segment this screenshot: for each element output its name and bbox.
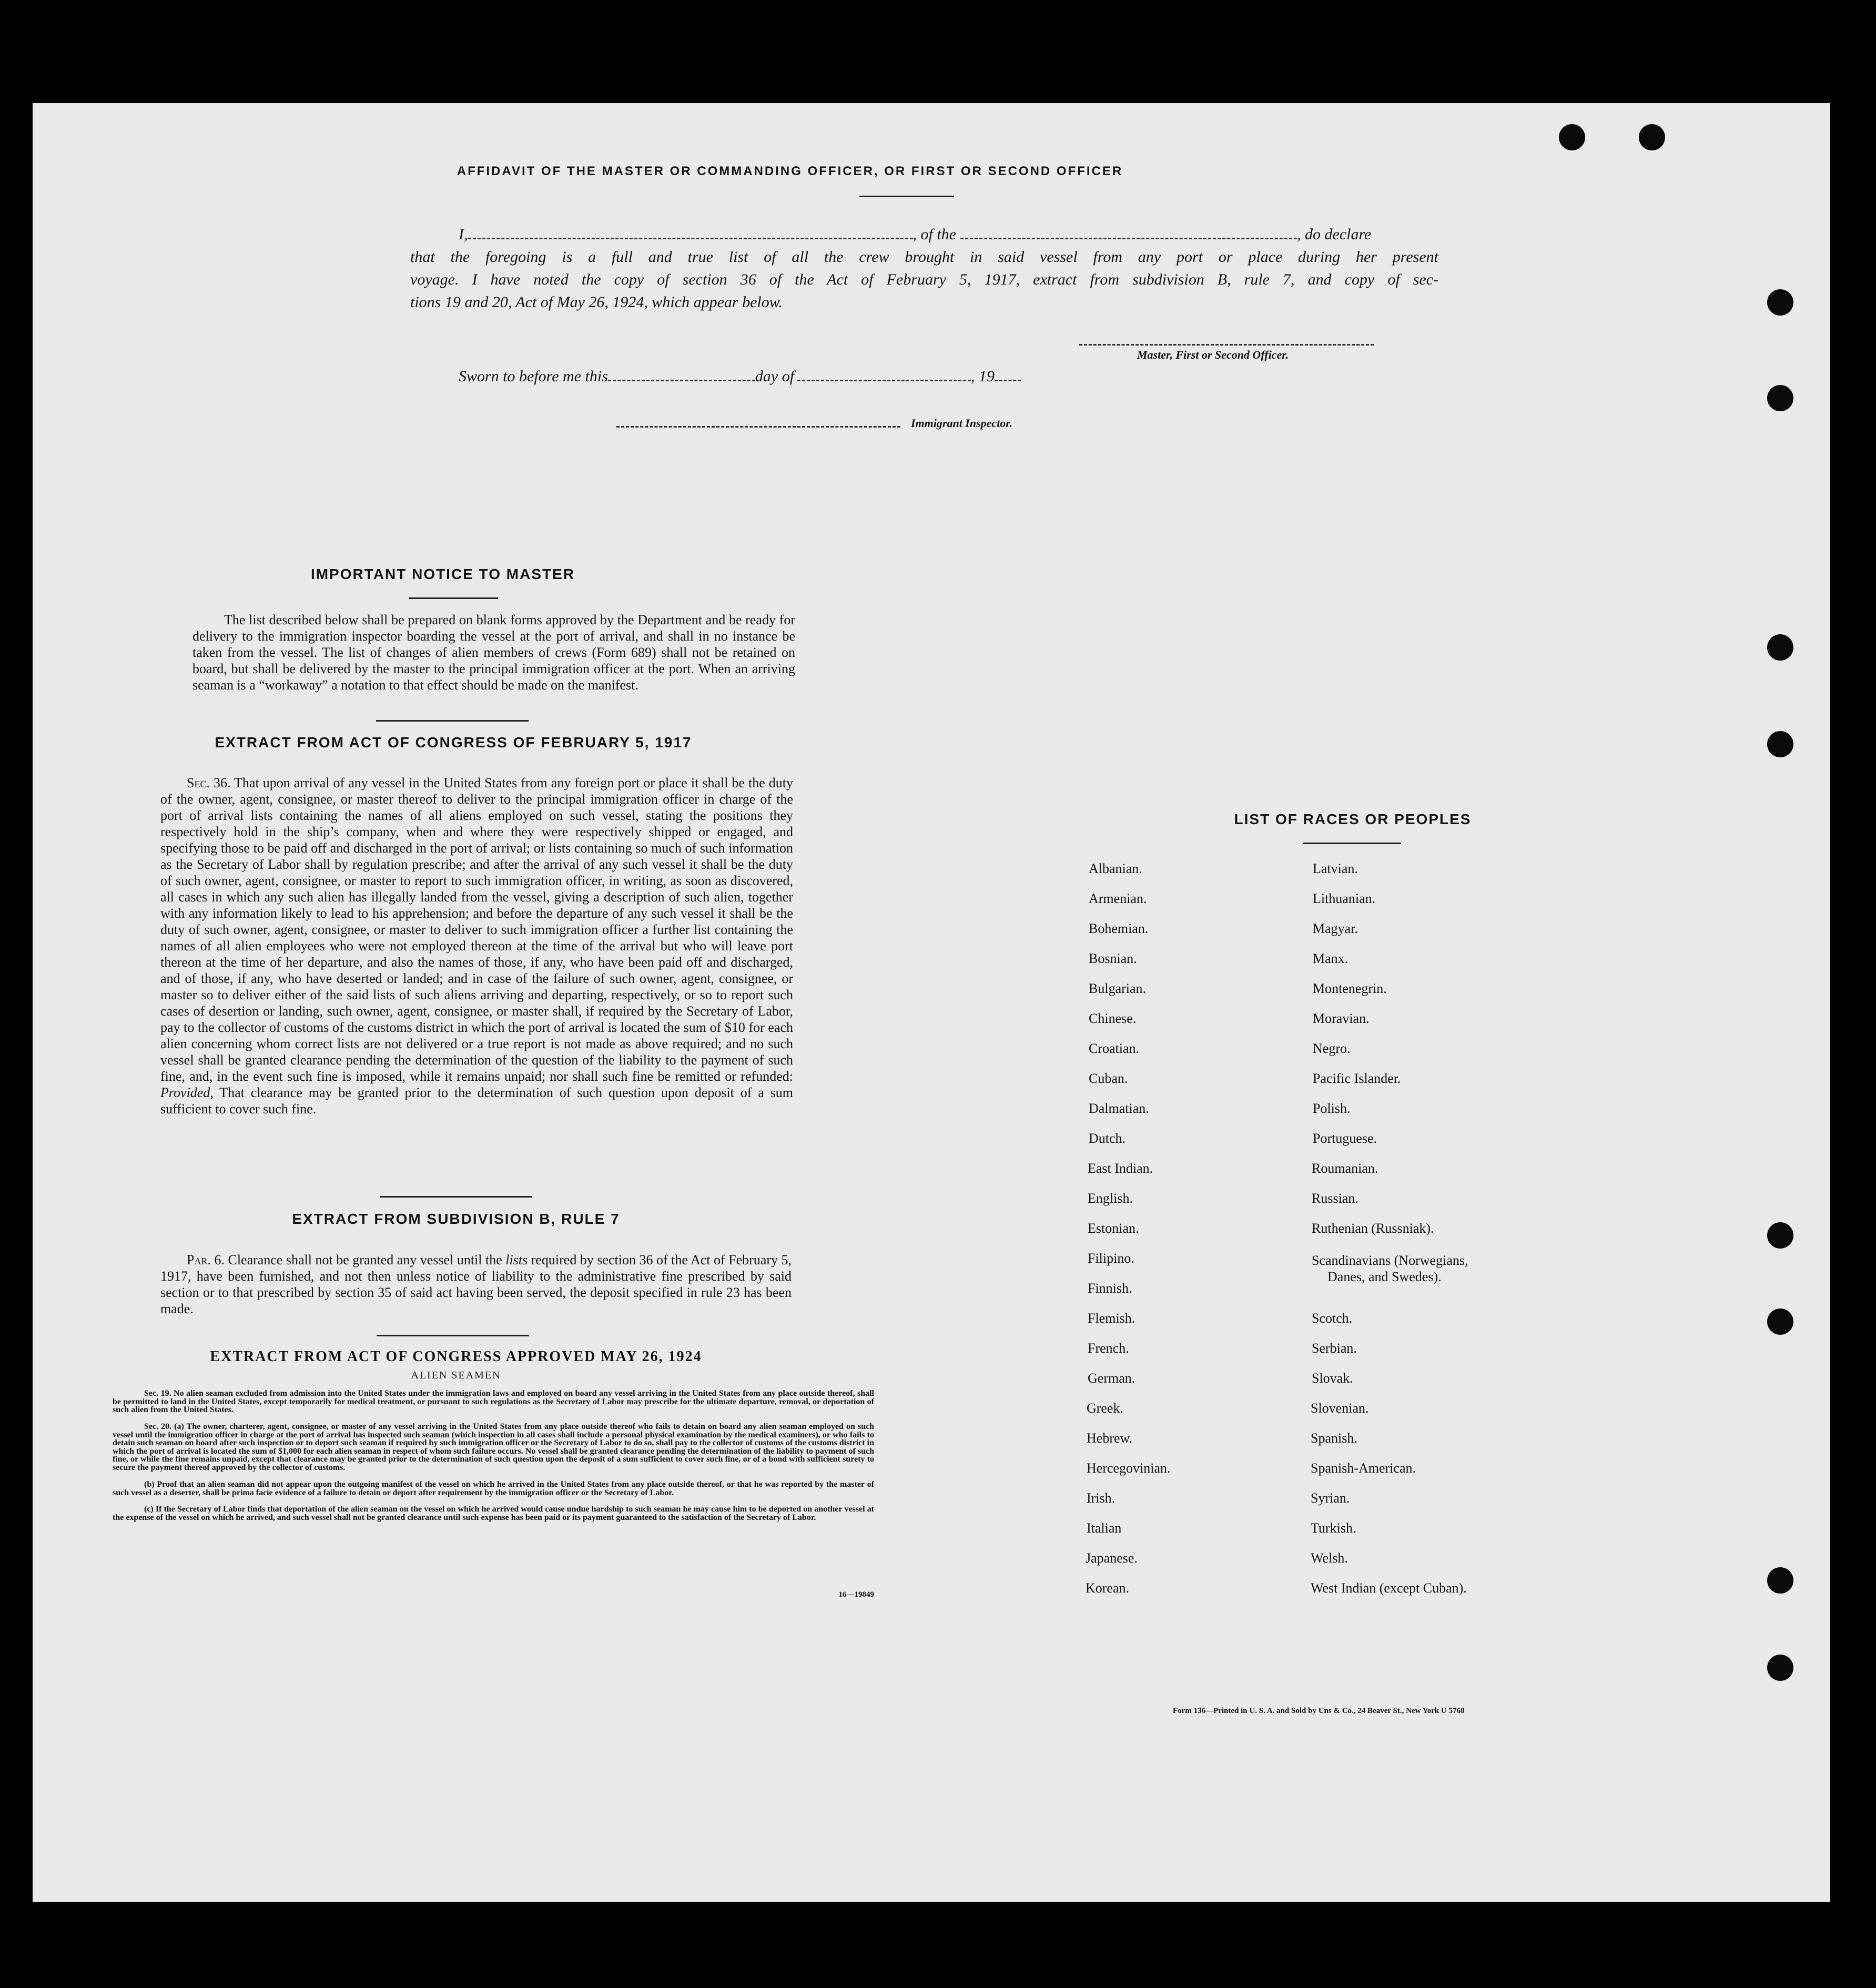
divider	[1303, 843, 1401, 844]
punch-hole	[1767, 1655, 1793, 1681]
extract-1924-title: EXTRACT FROM ACT OF CONGRESS APPROVED MAY 26, 1924	[210, 1348, 702, 1365]
extract-rule7-body	[160, 1252, 792, 1317]
race-item: Slovenian.	[1311, 1401, 1369, 1416]
divider	[380, 1196, 532, 1198]
inspector-line[interactable]	[616, 426, 900, 428]
races-title: LIST OF RACES OR PEOPLES	[1234, 811, 1472, 827]
day-of: day of	[755, 368, 795, 385]
punch-hole	[1559, 124, 1585, 150]
extract-1917-title: EXTRACT FROM ACT OF CONGRESS OF FEBRUARY 5, 1917	[215, 734, 692, 750]
race-item: French.	[1088, 1341, 1129, 1356]
race-item: English.	[1088, 1191, 1133, 1206]
race-item: Estonian.	[1088, 1221, 1139, 1236]
extract-1924-subtitle: ALIEN SEAMEN	[411, 1370, 501, 1381]
affidavit-i: I,	[459, 226, 468, 243]
section-20c-text: (c) If the Secretary of Labor finds that deportation of the alien seaman on the vessel on which he arrived would cause undue hardship to such seaman he may cause him to be deported on another vessel at the expense of the vessel on which he arrived, and such vessel shall not be granted clearance until such expense has been paid or its payment guaranteed to the satisfaction of the Secretary of Labor.	[113, 1505, 874, 1522]
race-item: Pacific Islander.	[1313, 1071, 1401, 1086]
race-item: Korean.	[1086, 1580, 1130, 1596]
punch-hole	[1639, 124, 1665, 150]
section-label: Sec. 36.	[187, 775, 231, 790]
punch-hole	[1767, 385, 1793, 411]
punch-hole	[1767, 731, 1793, 757]
paragraph-label: Par. 6.	[187, 1252, 225, 1267]
race-item: Syrian.	[1311, 1490, 1350, 1506]
race-item: Dalmatian.	[1089, 1101, 1149, 1116]
race-item: Moravian.	[1313, 1011, 1370, 1026]
name-blank[interactable]	[468, 238, 913, 239]
day-blank[interactable]	[608, 380, 755, 381]
affidavit-of-the: , of the	[912, 226, 956, 243]
race-item: Portuguese.	[1313, 1131, 1377, 1146]
race-item: Croatian.	[1089, 1041, 1140, 1056]
divider	[377, 1335, 529, 1336]
race-item: Armenian.	[1089, 891, 1147, 906]
race-item: Lithuanian.	[1313, 891, 1376, 906]
signature-label: Master, First or Second Officer.	[1137, 348, 1289, 361]
race-item: Dutch.	[1089, 1131, 1126, 1146]
race-item: Greek.	[1087, 1401, 1124, 1416]
divider	[376, 720, 529, 722]
extract-rule7-title: EXTRACT FROM SUBDIVISION B, RULE 7	[292, 1211, 620, 1227]
sworn-text: Sworn to before me this	[459, 368, 608, 385]
year-prefix: , 19	[971, 368, 995, 385]
section-36-text-end: That clearance may be granted prior to the determination of such question upon deposit of a sum sufficient to cover such fine.	[160, 1085, 793, 1117]
race-item: Irish.	[1087, 1490, 1116, 1506]
race-item: Bulgarian.	[1089, 981, 1147, 996]
punch-hole	[1767, 289, 1793, 316]
race-item: Turkish.	[1311, 1520, 1356, 1536]
race-item: Polish.	[1313, 1101, 1351, 1116]
sworn-line	[459, 366, 1021, 387]
race-item: Magyar.	[1313, 921, 1358, 936]
vessel-blank[interactable]	[960, 238, 1297, 239]
month-blank[interactable]	[797, 380, 971, 381]
signature-line[interactable]	[1079, 344, 1374, 346]
race-item: Scotch.	[1312, 1311, 1353, 1326]
provided-word: Provided,	[160, 1085, 214, 1100]
punch-hole	[1767, 1309, 1793, 1335]
race-item: Roumanian.	[1312, 1161, 1378, 1176]
race-item: Hercegovinian.	[1087, 1460, 1171, 1476]
section-19-text: Sec. 19. No alien seaman excluded from admission into the United States under the immigration laws and employed on board any vessel arriving in the United States from any place outside thereof, shall be permitted to land in the United States, except temporarily for medical treatment, or pursuant to such regulations as the Secretary of Labor may prescribe for the ultimate departure, removal, or deportation of such alien from the United States.	[113, 1389, 874, 1415]
race-item: Cuban.	[1089, 1071, 1128, 1086]
punch-hole	[1767, 1567, 1793, 1594]
affidavit-title: AFFIDAVIT OF THE MASTER OR COMMANDING OFFICER, OR FIRST OR SECOND OFFICER	[457, 164, 1123, 178]
punch-hole	[1767, 634, 1793, 661]
race-item: Filipino.	[1088, 1251, 1134, 1266]
race-item: Spanish.	[1311, 1431, 1357, 1446]
divider	[859, 196, 954, 197]
race-item: Japanese.	[1086, 1550, 1138, 1566]
race-item: Danes, and Swedes).	[1327, 1269, 1442, 1284]
race-item: Bosnian.	[1089, 951, 1137, 966]
affidavit-line-4: tions 19 and 20, Act of May 26, 1924, which appear below.	[410, 293, 783, 311]
section-20a-text: Sec. 20. (a) The owner, charterer, agent, consignee, or master of any vessel arriving in the United States from any place outside thereof who fails to detain on board any alien seaman employed on such vessel until the immigration officer in charge at the port of arrival has inspected such seaman (which inspection in all cases shall include a personal physical examination by the medical examiners), or who fails to detain such seaman on board after such inspection or to deport such seaman if required by such immigration officer or the Secretary of Labor to do so, shall pay to the collector of customs of the customs district in which the port of arrival is located the sum of $1,000 for each alien seaman in respect of whom such failure occurs. No vessel shall be granted clearance pending the determination of the liability to payment of such fine, or while the fine remains unpaid, except that clearance may be granted prior to the determination of such question upon the deposit of a sum sufficient to cover such fine, or of a bond with sufficient surety to secure the payment thereof approved by the collector of customs.	[113, 1422, 874, 1472]
form-sheet	[33, 103, 1830, 1902]
printer-footer: Form 136—Printed in U. S. A. and Sold by Uns & Co., 24 Beaver St., New York U 5768	[1173, 1707, 1465, 1715]
notice-body: The list described below shall be prepared on blank forms approved by the Department and be ready for delivery to the immigration inspector boarding the vessel at the port of arrival, and shall in no instance be taken from the vessel. The list of changes of alien members of crews (Form 689) shall not be retained on board, but shall be delivered by the master to the principal immigration officer at the port. When an arriving seaman is a “workaway” a notation to that effect should be made on the manifest.	[192, 612, 795, 693]
race-item: East Indian.	[1088, 1161, 1153, 1176]
affidavit-declare: , do declare	[1297, 226, 1372, 243]
race-item: Flemish.	[1088, 1311, 1135, 1326]
section-36-text: That upon arrival of any vessel in the United States from any foreign port or place it shall be the duty of the owner, agent, consignee, or master thereof to deliver to the principal immigration officer in charge of the port of arrival lists containing the names of all aliens employed on such vessel, stating the positions they respectively hold in the ship’s company, when and where they were respectively shipped or engaged, and specifying those to be paid off and discharged in the port of arrival; or lists containing so much of such information as the Secretary of Labor shall by regulation prescribe; and after the arrival of any such vessel it shall be the duty of such owner, agent, consignee, or master to report to such immigration officer, in writing, as soon as discovered, all cases in which any such alien has illegally landed from the vessel, giving a description of such alien, together with any information likely to lead to his apprehension; and before the departure of any such vessel it shall be the duty of such owner, agent, consignee, or master to deliver to such immigration officer a further list containing the names of all alien employees who were not employed thereon at the time of the arrival but who will leave port thereon at the time of her departure, and also the names of those, if any, who have been paid off and discharged, and of those, if any, who have deserted or landed; and in case of the failure of such owner, agent, consignee, or master so to deliver either of the said lists of such aliens arriving and departing, respectively, or so to report such cases of desertion or landing, such owner, agent, consignee, or master shall, if required by the Secretary of Labor, pay to the collector of customs of the customs district in which the port of arrival is located the sum of $10 for each alien concerning whom correct lists are not delivered or a true report is not made as above required; and no such vessel shall be granted clearance pending the determination of the question of the liability to the payment of such fine, and, in the event such fine is imposed, while it remains unpaid; nor shall such fine be remitted or refunded:	[160, 775, 793, 1084]
race-item: Bohemian.	[1089, 921, 1149, 936]
affidavit-line-1	[459, 224, 1437, 245]
race-item: West Indian (except Cuban).	[1311, 1580, 1467, 1596]
race-item: Latvian.	[1313, 861, 1358, 876]
race-item: Manx.	[1313, 951, 1348, 966]
race-item: Slovak.	[1312, 1371, 1353, 1386]
extract-1917-body	[160, 775, 793, 1117]
inspector-label: Immigrant Inspector.	[911, 417, 1013, 430]
race-item: Scandinavians (Norwegians,	[1312, 1253, 1468, 1268]
divider	[409, 597, 498, 599]
race-item: Hebrew.	[1087, 1431, 1133, 1446]
race-item: Montenegrin.	[1313, 981, 1387, 996]
affidavit-line-3: voyage. I have noted the copy of section 36 of the Act of February 5, 1917, extract from subdivision B, rule 7, and copy of sec-	[410, 271, 1438, 288]
form-code: 16—19849	[838, 1590, 874, 1599]
race-item: Welsh.	[1311, 1550, 1348, 1566]
race-item: Ruthenian (Russniak).	[1312, 1221, 1434, 1236]
punch-hole	[1767, 1222, 1793, 1249]
paragraph-6-text: Clearance shall not be granted any vessel until the	[228, 1252, 502, 1267]
notice-title: IMPORTANT NOTICE TO MASTER	[310, 566, 575, 582]
race-item: Serbian.	[1312, 1341, 1357, 1356]
race-item: Finnish.	[1088, 1281, 1132, 1296]
race-item: Italian	[1087, 1520, 1122, 1536]
lists-word: lists	[505, 1252, 528, 1267]
race-item: Spanish-American.	[1311, 1460, 1416, 1476]
section-20b-text: (b) Proof that an alien seaman did not appear upon the outgoing manifest of the vessel on which he arrived in the United States from any place outside thereof, or that he was reported by the master of such vessel as a deserter, shall be prima facie evidence of a failure to detain or deport after requirement by the immigration officer or the Secretary of Labor.	[113, 1480, 874, 1497]
race-item: Negro.	[1313, 1041, 1351, 1056]
race-item: Albanian.	[1089, 861, 1142, 876]
race-item: German.	[1088, 1371, 1135, 1386]
paragraph-6-text-end: required by section 36 of the Act of February 5, 1917, have been furnished, and not then unless notice of liability to the administrative fine prescribed by said section or to that prescribed by section 35 of said act having been served, the deposit specified in rule 23 has been made.	[160, 1252, 792, 1316]
race-item: Russian.	[1312, 1191, 1358, 1206]
affidavit-line-2: that the foregoing is a full and true list of all the crew brought in said vessel from any port or place during her present	[410, 248, 1438, 266]
race-item: Chinese.	[1089, 1011, 1137, 1026]
year-blank[interactable]	[995, 380, 1021, 381]
